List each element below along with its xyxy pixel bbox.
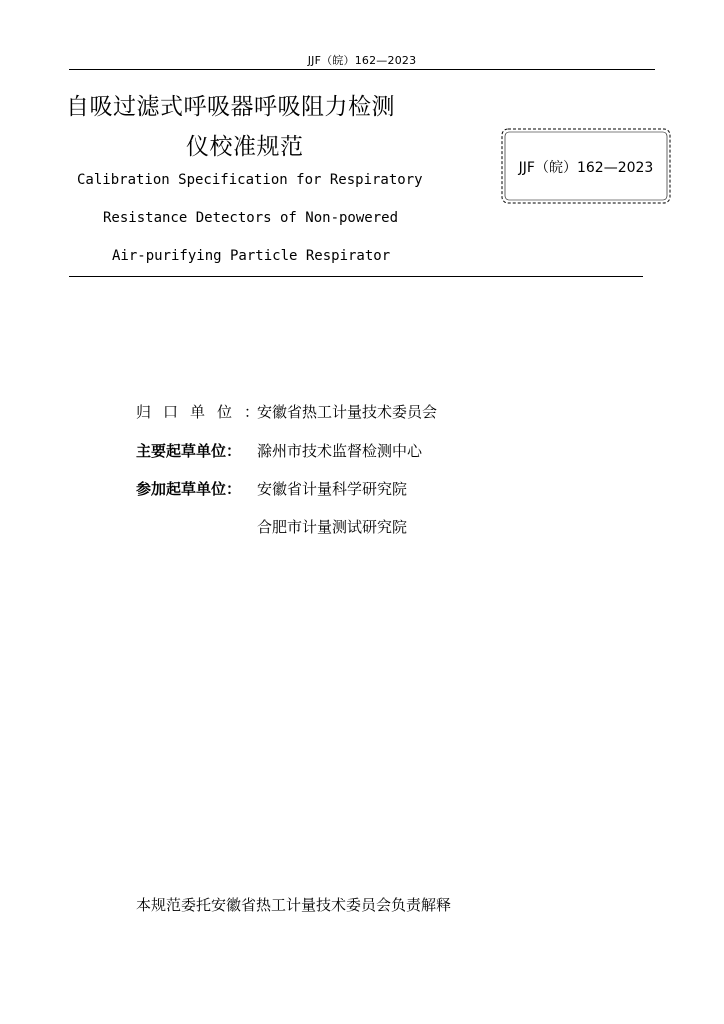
english-title-line-2: Resistance Detectors of Non-powered bbox=[103, 210, 399, 226]
responsible-unit-label bbox=[136, 401, 272, 422]
org-row-main-drafter bbox=[136, 440, 422, 461]
org-row-co-drafter-2 bbox=[136, 516, 407, 537]
stamp-code: JJF（皖）162—2023 bbox=[518, 160, 654, 176]
header-rule bbox=[69, 69, 655, 70]
specification-code-stamp bbox=[500, 127, 672, 205]
co-drafter-label: 参加起草单位： bbox=[136, 480, 242, 498]
header-code: JJF（皖）162—2023 bbox=[307, 54, 417, 67]
org-row-responsible bbox=[136, 401, 437, 422]
main-drafter-label: 主要起草单位： bbox=[136, 442, 242, 460]
co-drafter-value-2: 合肥市计量测试研究院 bbox=[257, 518, 408, 536]
footer-note: 本规范委托安徽省热工计量技术委员会负责解释 bbox=[136, 896, 452, 914]
chinese-title-line-2: 仪校准规范 bbox=[186, 134, 304, 160]
responsible-unit-label-text: 归口单位： bbox=[136, 403, 272, 421]
main-rule bbox=[69, 276, 643, 277]
main-drafter-value: 滁州市技术监督检测中心 bbox=[257, 442, 423, 460]
chinese-title-line-1: 自吸过滤式呼吸器呼吸阻力检测 bbox=[66, 94, 395, 120]
responsible-unit-value: 安徽省热工计量技术委员会 bbox=[257, 403, 438, 421]
org-row-co-drafter bbox=[136, 478, 407, 499]
english-title-line-3: Air-purifying Particle Respirator bbox=[112, 248, 391, 264]
english-title-line-1: Calibration Specification for Respiratory bbox=[77, 172, 423, 188]
co-drafter-value-1: 安徽省计量科学研究院 bbox=[257, 480, 408, 498]
